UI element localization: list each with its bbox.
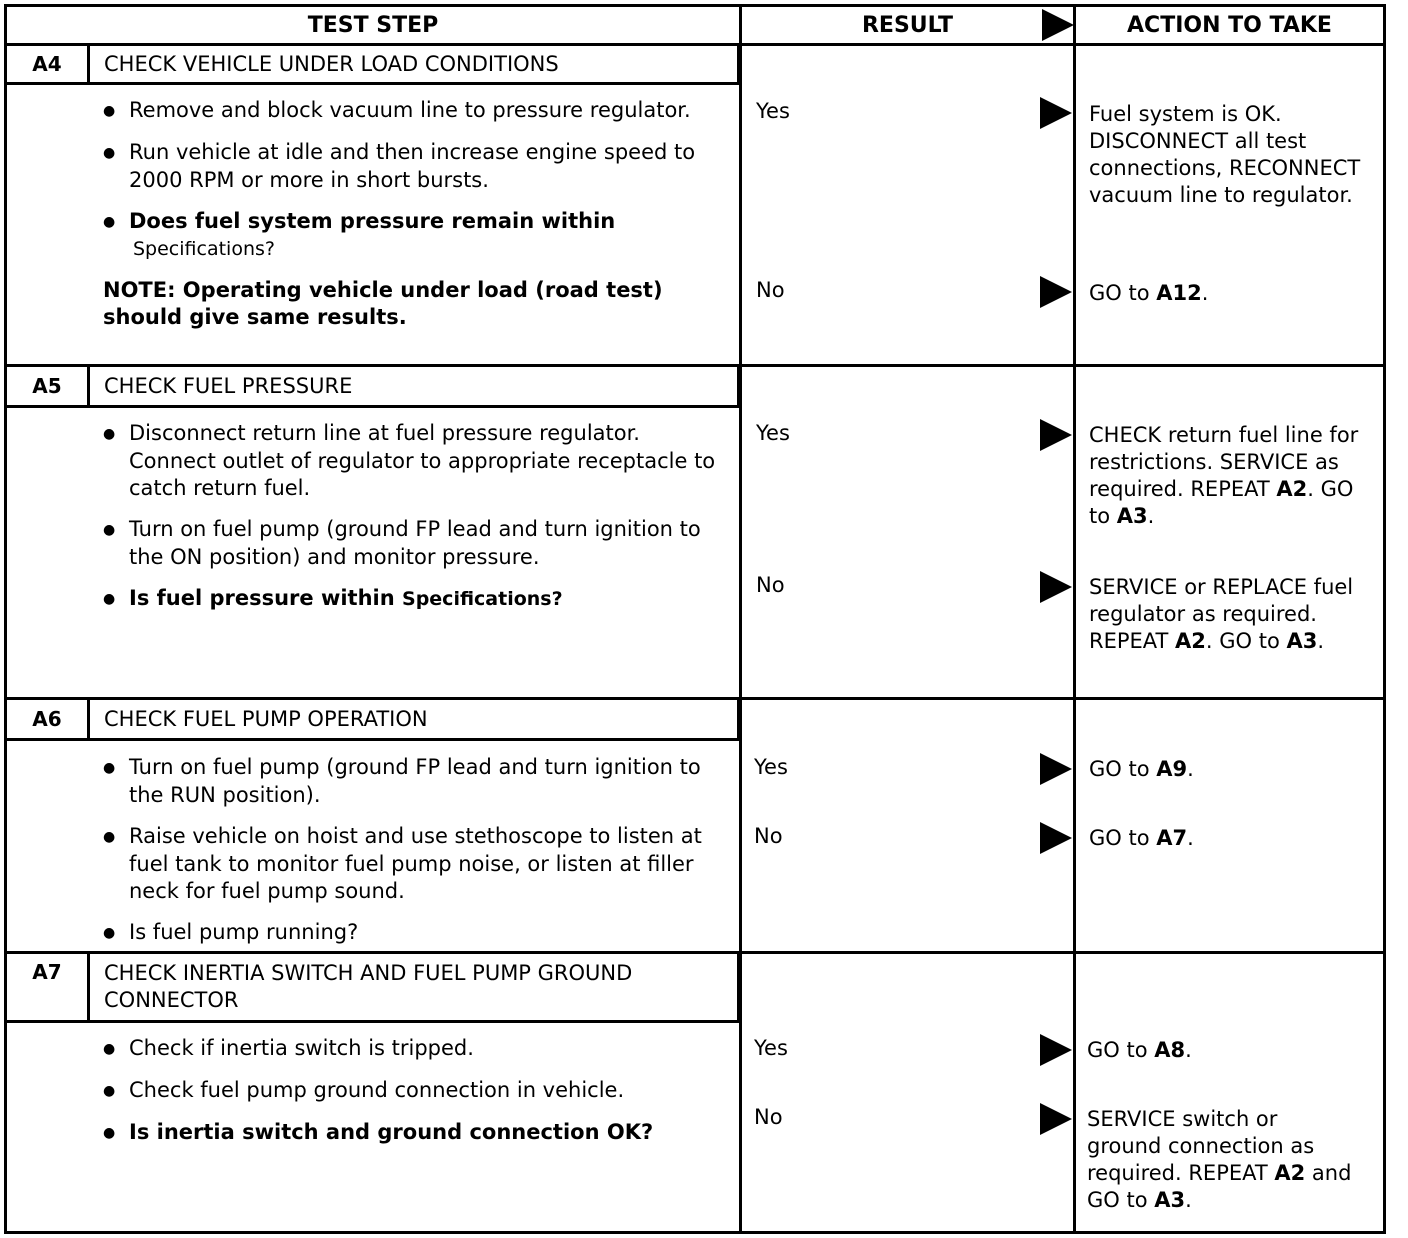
- step-a6-yes-arrow-icon: [1040, 753, 1072, 785]
- step-a7-body: [103, 1035, 728, 1147]
- step-a7-yes: Yes: [754, 1036, 788, 1060]
- step-a4-no-arrow-icon: [1040, 276, 1072, 308]
- step-a4-result-cell: [739, 43, 1076, 367]
- step-a4-no: No: [756, 278, 785, 302]
- step-a6-body: [103, 754, 728, 947]
- step-a4-yes-action: Fuel system is OK. DISCONNECT all test connections, RECONNECT vacuum line to regulator.: [1089, 102, 1361, 207]
- step-a4-item-3: ● Does fuel system pressure remain within: [103, 208, 728, 236]
- step-a4-item-1: ● Remove and block vacuum line to pressure regulator.: [103, 97, 728, 125]
- step-a4-yes-arrow-icon: [1040, 97, 1072, 129]
- step-a5-id: A5: [4, 364, 90, 408]
- step-a5-no-arrow-icon: [1040, 571, 1072, 603]
- step-a6-no: No: [754, 824, 783, 848]
- header-arrow-icon: [1042, 9, 1074, 41]
- step-a5-result-cell: [739, 364, 1076, 700]
- step-a7-id: A7: [4, 951, 90, 1023]
- step-a7-yes-arrow-icon: [1040, 1034, 1072, 1066]
- header-action: [1073, 4, 1386, 46]
- step-a6-title: CHECK FUEL PUMP OPERATION: [104, 707, 428, 731]
- step-a7-no-action: SERVICE switch or ground connection as required. REPEAT A2 and GO to A3.: [1087, 1107, 1352, 1212]
- header-test-step-label: TEST STEP: [307, 12, 439, 38]
- step-a4-spec: Specifications?: [133, 238, 275, 260]
- header-result-label: RESULT: [861, 12, 954, 38]
- step-a5-item-3: ● Is fuel pressure within Specifications?: [103, 585, 728, 613]
- step-a6-no-arrow-icon: [1040, 822, 1072, 854]
- step-a4-id: A4: [4, 43, 90, 85]
- step-a5-yes-action: CHECK return fuel line for restrictions. SERVICE as required. REPEAT A2. GO to A3.: [1089, 423, 1359, 528]
- step-a5-no: No: [756, 573, 785, 597]
- step-a7-yes-action: GO to A8.: [1087, 1038, 1192, 1062]
- step-a6-id: A6: [4, 697, 90, 741]
- step-a4-item-2: ● Run vehicle at idle and then increase engine speed to 2000 RPM or more in short bursts.: [103, 139, 728, 194]
- step-a4-body: [103, 97, 728, 331]
- step-a5-item-2: ● Turn on fuel pump (ground FP lead and turn ignition to the ON position) and monitor pressure.: [103, 516, 728, 571]
- step-a7-item-3: ● Is inertia switch and ground connection OK?: [103, 1119, 728, 1147]
- step-a6-item-2: ● Raise vehicle on hoist and use stethoscope to listen at fuel tank to monitor fuel pump noise, or listen at filler neck for fuel pump sound.: [103, 823, 728, 905]
- header-test-step: [4, 4, 742, 46]
- step-a7-no-arrow-icon: [1040, 1103, 1072, 1135]
- step-a5-no-action: SERVICE or REPLACE fuel regulator as required. REPEAT A2. GO to A3.: [1089, 575, 1354, 653]
- step-a7-result-cell: [739, 951, 1076, 1234]
- step-a6-yes: Yes: [754, 755, 788, 779]
- step-a7-title: CHECK INERTIA SWITCH AND FUEL PUMP GROUND CONNECTOR: [104, 961, 633, 1012]
- step-a4-yes: Yes: [756, 99, 790, 123]
- header-action-label: ACTION TO TAKE: [1127, 12, 1332, 38]
- step-a5-yes: Yes: [756, 421, 790, 445]
- step-a6-item-1: ● Turn on fuel pump (ground FP lead and turn ignition to the RUN position).: [103, 754, 728, 809]
- step-a5-title: CHECK FUEL PRESSURE: [104, 374, 353, 398]
- step-a7-item-2: ● Check fuel pump ground connection in vehicle.: [103, 1077, 728, 1105]
- header-result: [739, 4, 1076, 46]
- step-a6-yes-action: GO to A9.: [1089, 757, 1194, 781]
- step-a5-yes-arrow-icon: [1040, 419, 1072, 451]
- step-a5-body: [103, 420, 728, 613]
- step-a4-no-action: GO to A12.: [1089, 281, 1209, 305]
- step-a7-no: No: [754, 1105, 783, 1129]
- step-a6-item-3: ● Is fuel pump running?: [103, 919, 728, 947]
- step-a7-item-1: ● Check if inertia switch is tripped.: [103, 1035, 728, 1063]
- step-a4-title: CHECK VEHICLE UNDER LOAD CONDITIONS: [104, 52, 559, 76]
- step-a5-item-1: ● Disconnect return line at fuel pressure regulator. Connect outlet of regulator to appropriate receptacle to catch return fuel.: [103, 420, 728, 502]
- step-a6-no-action: GO to A7.: [1089, 826, 1194, 850]
- step-a4-note: NOTE: Operating vehicle under load (road test) should give same results.: [103, 278, 663, 329]
- step-a6-result-cell: [739, 697, 1076, 954]
